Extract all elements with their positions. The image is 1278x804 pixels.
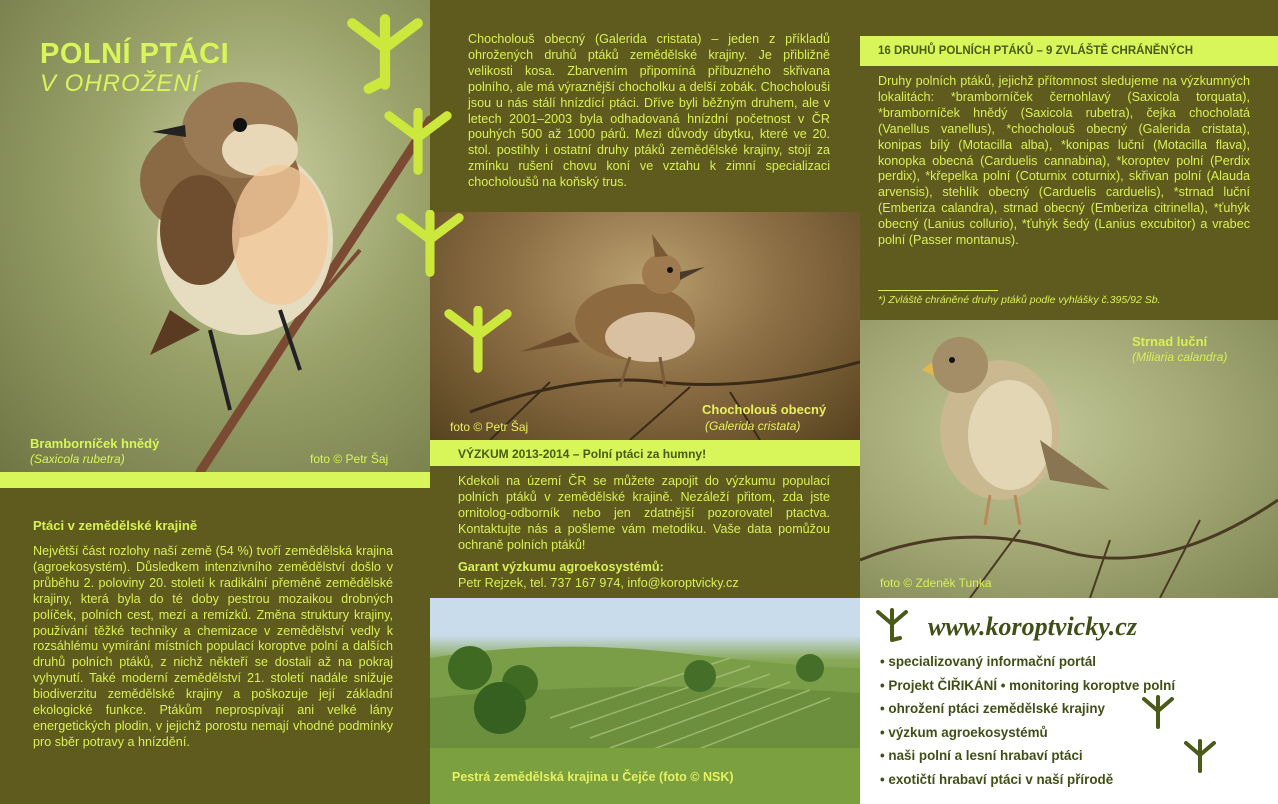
bird-footprint-icon (390, 210, 470, 280)
bunting-latin: (Miliaria calandra) (1132, 350, 1228, 364)
species-header: 16 DRUHŮ POLNÍCH PTÁKŮ – 9 ZVLÁŠTĚ CHRÁNĚNÝCH (878, 45, 1194, 57)
website-box (860, 598, 1278, 804)
species-header-bar (860, 36, 1278, 66)
bird-footprint-icon (438, 306, 518, 376)
bunting-photo (860, 320, 1278, 598)
page-subtitle: V OHROŽENÍ (40, 70, 200, 97)
landscape-caption: Pestrá zemědělská krajina u Čejče (foto © NSK) (452, 770, 734, 784)
website-feature-item: • exotičtí hrabaví ptáci v naší přírodě (880, 771, 1114, 787)
agri-text: Největší část rozlohy naší země (54 %) tvoří zemědělská krajina (agroekosystém). Důsledkem intenzivního zemědělství došlo v průběhu 2. poloviny 20. století k radikální přeměně zemědělské krajiny, která byla do té doby pestrou mozaikou drobných políček, polních cest, mezí a remízků. Změna struktury krajiny, používání těžké techniky a chemizace v zemědělství vedly k rozsáhlému vymírání místních populací koroptve polní a dalších druhů polních ptáků, z nichž někteří se dostali až na pokraj vyhynutí. Také moderní zemědělství 21. století nadále snižuje biodiverzitu zemědělské krajiny a poškozuje její základní ekologické funkce. Ptákům neprospívají ani velké lány energetických plodin, v jejichž porostu nemají vhodné podmínky pro sběr potravy a hnízdění. (33, 544, 393, 749)
lark-text: Chocholouš obecný (Galerida cristata) – jeden z příkladů ohrožených druhů ptáků zemědělské krajiny. Je přibližně velikosti kosa. Zbarvením připomíná příbuzného skřivana polního, ale má výraznější chocholku a delší zobák. Chocholouši jsou u nás stálí hnízdící ptáci. Dříve byli běžným druhem, ale v letech 2001–2003 byla odhadovaná hnízdní početnost v ČR pouhých 500 až 1000 párů. Mezi důvody úbytku, které ve 20. stol. postihly i ostatní druhy ptáků zemědělské krajiny, stojí za zmínku rušení chovu koní ve vztahu k zimní specializaci chocholoušů na koňský trus. (468, 32, 830, 190)
lark-photo-credit: foto © Petr Šaj (450, 420, 529, 434)
research-box (430, 466, 860, 598)
website-feature-item: • naši polní a lesní hrabaví ptáci (880, 748, 1083, 764)
bunting-caption: Strnad luční (1132, 334, 1208, 349)
bird-footprint-icon (870, 608, 914, 642)
stonechat-photo-credit: foto © Petr Šaj (310, 452, 389, 466)
species-text: Druhy polních ptáků, jejichž přítomnost sledujeme na výzkumných lokalitách: *bramborníček černohlavý (Saxicola torquata), *bramborníček hnědý (Saxicola rubetra), čejka chocholatá (Vanellus vanellus), *chocholouš obecný (Galerida cristata), konipas bílý (Motacilla alba), *konipas luční (Motacilla flava), konopka obecná (Carduelis cannabina), *koroptev polní (Perdix perdix), *křepelka polní (Coturnix coturnix), skřivan polní (Alauda arvensis), stehlík obecný (Carduelis carduelis), *strnad luční (Emberiza calandra), strnad obecný (Emberiza citrinella), *ťuhýk obecný (Lanius collurio), *ťuhýk šedý (Lanius excubitor) a vrabec polní (Passer montanus). (878, 74, 1250, 248)
species-footnote: *) Zvláště chráněné druhy ptáků podle vyhlášky č.395/92 Sb. (878, 294, 1161, 306)
page-title: POLNÍ PTÁCI (40, 38, 230, 70)
lark-caption: Chocholouš obecný (702, 402, 827, 417)
website-link[interactable]: www.koroptvicky.cz (928, 612, 1137, 641)
stonechat-caption: Bramborníček hnědý (30, 436, 160, 451)
guarantor-contact: Petr Rejzek, tel. 737 167 974, info@koroptvicky.cz (458, 576, 739, 590)
footnote-rule (878, 290, 998, 291)
website-features (880, 650, 1175, 792)
guarantor-label: Garant výzkumu agroekosystémů: (458, 560, 664, 574)
agri-heading: Ptáci v zemědělské krajině (33, 518, 198, 533)
website-feature-item: • Projekt ČIŘIKÁNÍ • monitoring koroptve polní (880, 677, 1176, 693)
bird-footprint-icon (1178, 738, 1222, 774)
bird-footprint-icon (340, 14, 430, 94)
bunting-photo-credit: foto © Zdeněk Tunka (880, 576, 992, 590)
website-feature-item: • specializovaný informační portál (880, 654, 1097, 669)
bird-footprint-icon (1136, 694, 1180, 730)
lark-text-box (430, 0, 860, 212)
website-feature-item: • výzkum agroekosystémů (880, 724, 1048, 740)
agri-section (0, 488, 430, 804)
bird-footprint-icon (378, 108, 458, 178)
research-header: VÝZKUM 2013-2014 – Polní ptáci za humny! (458, 447, 707, 461)
divider (0, 472, 430, 488)
stonechat-latin: (Saxicola rubetra) (30, 452, 125, 466)
species-box (860, 0, 1278, 320)
research-text: Kdekoli na území ČR se můžete zapojit do výzkumu populací polních ptáků v zemědělské krajině. Nezáleží přitom, zda jste ornitolog-odborník nebo jen zdatnější pozorovatel ptactva. Kontaktujte nás a pošleme vám metodiku. Vaše data pomůžou ochraně polních ptáků! (458, 474, 830, 552)
lark-latin: (Galerida cristata) (705, 419, 801, 433)
website-feature-item: • ohrožení ptáci zemědělské krajiny (880, 701, 1105, 717)
landscape-photo (430, 598, 860, 804)
research-header-bar (430, 440, 860, 466)
